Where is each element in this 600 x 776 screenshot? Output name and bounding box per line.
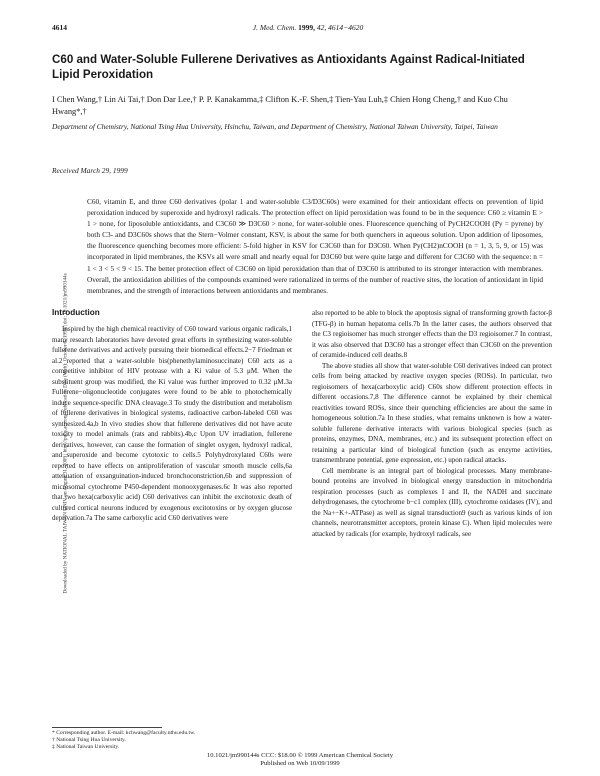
running-header — [52, 23, 564, 35]
article-title: C60 and Water-Soluble Fullerene Derivatives as Antioxidants Against Radical-Initiated Lipid Peroxidation — [52, 53, 525, 81]
footnotes — [52, 730, 292, 751]
page-number: 4614 — [52, 23, 67, 32]
journal-pages: 4614−4620 — [328, 23, 364, 32]
journal-name: J. Med. Chem. — [252, 23, 297, 32]
received-date: Received March 29, 1999 — [52, 166, 128, 175]
author-list: I Chen Wang,† Lin Ai Tai,† Don Dar Lee,† P. P. Kanakamma,‡ Clifton K.-F. Shen,‡ Tien-Yau Luh,‡ Chien Hong Cheng,† and Kuo Chu Hwang*,† — [52, 95, 508, 116]
right-column — [312, 308, 552, 539]
body-paragraph: Cell membrane is an integral part of biological processes. Many membrane-bound proteins are involved in biological energy transduction in mitochondria respiration processes (such as complexes I and II, the NADH and succinate dehydrogenases, the cytochrome b−c1 complex (III), cytochrome oxidases (IV), and the Na+−K+-ATPase) as well as signal transduction9 (such as various kinds of ion channels, neurotransmitter acceptors, protein kinase C). When lipid molecules were attacked by radicals (for example, hydroxyl radicals, see — [312, 466, 552, 538]
download-sidebar — [4, 220, 69, 640]
footnote-affil-2: ‡ National Taiwan University. — [52, 744, 120, 750]
footnote-rule — [52, 727, 162, 728]
affiliation: Department of Chemistry, National Tsing Hua University, Hsinchu, Taiwan, and Department of Chemistry, National Taiwan University, Taipei, Taiwan — [52, 122, 498, 131]
section-heading-introduction: Introduction — [52, 308, 100, 317]
footer-doi: 10.1021/jm990144s CCC: $18.00 © 1999 American Chemical Society — [206, 752, 394, 759]
footer-published: Published on Web 10/09/1999 — [260, 760, 340, 767]
abstract: C60, vitamin E, and three C60 derivatives (polar 1 and water-soluble C3/D3C60s) were examined for their antioxidant effects on prevention of lipid peroxidation induced by superoxide and hydroxyl radicals. The protection effect on lipid peroxidation was found to be in the sequence: C60 ≥ vitamin E > 1 > none, for liposoluble antioxidants, and C3C60 ≫ D3C60 > none, for water-soluble ones. Fluorescence quenching of PyCH2COOH (Py = pyrene) by both C3- and D3C60s shows that the Stern−Volmer constant, KSV, is about the same for both quenchers in aqueous solution. Upon addition of liposomes, the fluorescence quenching becomes more efficient: 5-fold higher in KSV for C3C60 than for D3C60. When Py(CH2)nCOOH (n = 1, 3, 5, 9, or 15) was incorporated in lipid membranes, the KSVs all were small and nearly equal for D3C60 but were quite large and different for C3C60 with the sequence: n = 1 < 3 < 5 < 9 < 15. The better protection effect of C3C60 on lipid peroxidation than that of D3C60 is attributed to its stronger interaction with membranes. Overall, the antioxidation abilities of the compounds examined were rationalized in terms of the number of reactive sites, the location of antioxidant in lipid membranes, and the strength of interactions between antioxidants and membranes. — [87, 197, 543, 295]
page-footer — [0, 752, 600, 768]
journal-year: 1999, — [298, 23, 316, 32]
left-column — [52, 308, 292, 524]
body-paragraph: The above studies all show that water-soluble C60 derivatives indeed can protect cells from being attacked by reactive oxygen species (ROSs). In particular, two regioisomers of hexa(carboxylic acid) C60s show different protection effects in different occasions.7,8 The difference cannot be explained by their chemical reactivities toward ROSs, since their quenching efficiencies are about the same in homogeneous solution.7a In these studies, what remains unknown is how a water-soluble fullerene derivative interacts with various biological species (such as proteins, enzymes, DNA, membranes, etc.) and its subsequent protection effect on retaining a particular kind of biological function (such as enzyme activities, transmembrane potential, gene expression, etc.) upon radical attacks. — [312, 361, 552, 464]
download-notice: Downloaded by NATIONAL TAIWAN UNIV on August 31, 2009 | http://pubs.acs.org Publication Date (Web): October 9, 1999 | doi: 10.1021/jm990144s — [62, 273, 69, 594]
body-paragraph: also reported to be able to block the apoptosis signal of transforming growth factor-β (TFG-β) in human hepatoma cells.7b In the latter cases, the authors observed that the C3 regioisomer has much stronger effects than the D3 regioisomer.7 In contrast, it was also observed that D3C60 has a stronger effect than C3C60 on the prevention of ceramide-induced cell deaths.8 — [312, 309, 552, 359]
journal-citation — [52, 23, 564, 32]
journal-volume: 42, — [316, 23, 327, 32]
footnote-affil-1: † National Tsing Hua University. — [52, 737, 126, 743]
footnote-corresponding: * Corresponding author. E-mail: kchwang@faculty.nthu.edu.tw. — [52, 730, 196, 736]
body-paragraph: Inspired by the high chemical reactivity of C60 toward various organic radicals,1 many research laboratories have devoted great efforts in synthesizing water-soluble fullerene derivatives and actively pursuing their biomedical effects.2−7 Friedman et al.2 reported that a water-soluble bis(phenethylaminosuccinate) C60 acts as a competitive inhibitor of HIV protease with a Ki value of 5.3 μM. When the substituent group was modified, the Ki value was further improved to 0.32 μM.3a Fullerene−oligonucleotide conjugates were found to be able to photochemically induce sequence-specific DNA cleavage.3 To study the distribution and metabolism of fullerene derivatives in biological systems, radioactive carbon-labeled C60 was synthesized.4a,b In vivo studies show that fullerene derivatives did not have acute toxicity to model animals (rats and rabbits).4b,c Upon UV irradiation, fullerene derivatives, however, can cause the formation of singlet oxygen, hydroxyl radical, and superoxide and become cytotoxic to cells.5 Polyhydroxylated C60s were reported to have effects on antiproliferation of vascular smooth muscle cells,6a attenuation of exsanguination-induced bronchoconstriction,6b and suppression of microsomal cytochrome P450-dependent monooxygenases.6c It was also reported that two hexa(carboxylic acid) C60 derivatives can inhibit the excitotoxic death of cultured cortical neurons induced by exogenous excitotoxins or by oxygen glucose deprivation.7a The same carboxylic acid C60 derivatives were — [52, 325, 292, 522]
